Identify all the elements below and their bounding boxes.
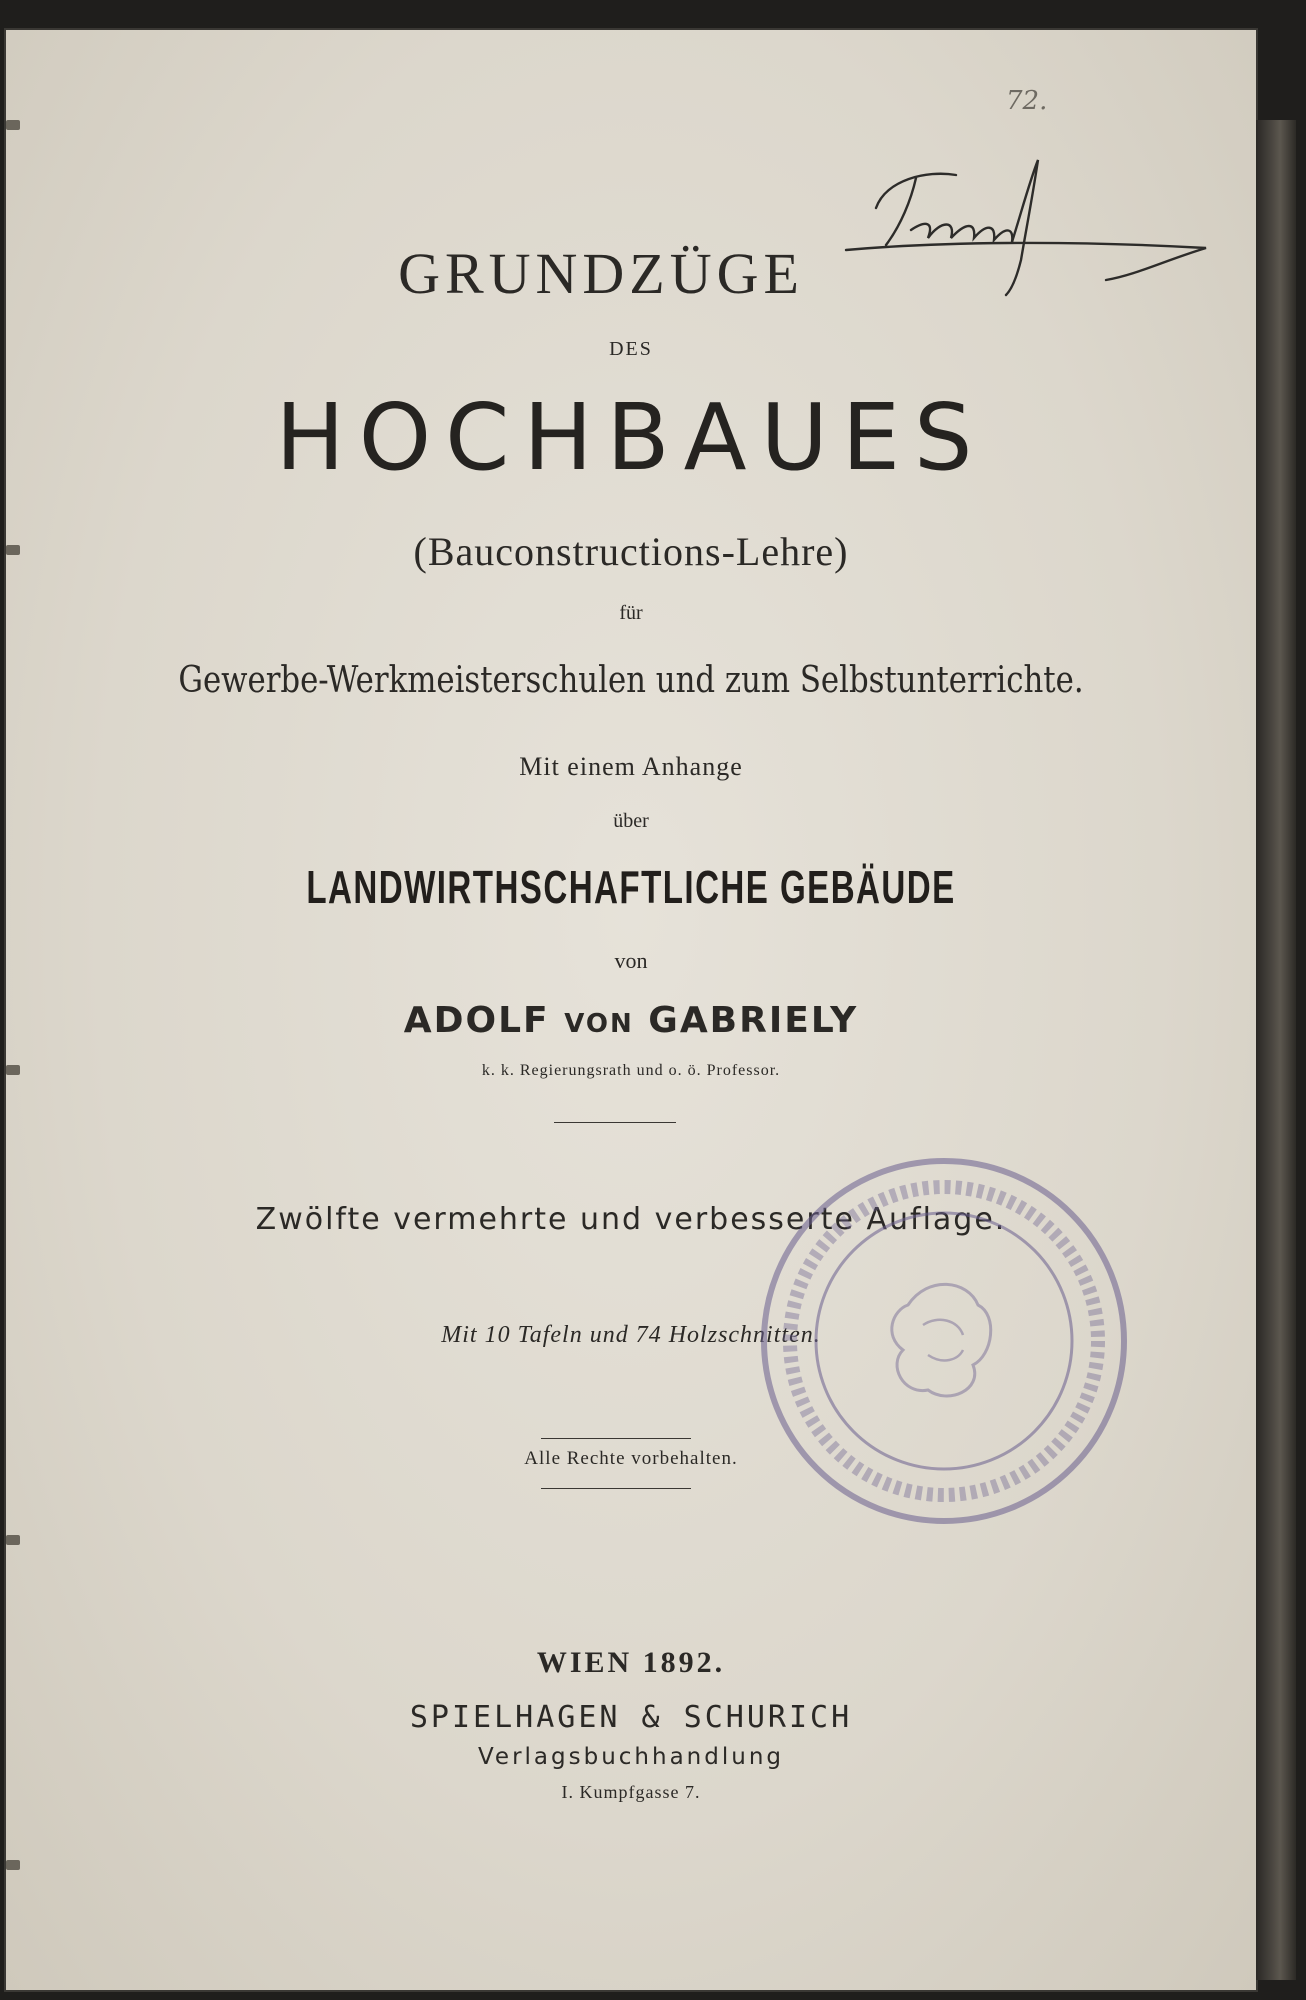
illustrations-line: Mit 10 Tafeln und 74 Holzschnitten. — [441, 1322, 821, 1348]
divider-rule — [554, 1122, 676, 1123]
publisher-address: I. Kumpfgasse 7. — [561, 1782, 701, 1802]
author-rank: k. k. Regierungsrath und o. ö. Professor. — [481, 1062, 781, 1079]
place-year: WIEN 1892. — [536, 1646, 726, 1679]
title-page — [6, 30, 1256, 1990]
appendix-intro: Mit einem Anhange — [519, 752, 743, 781]
rights-line: Alle Rechte vorbehalten. — [524, 1448, 738, 1469]
library-stamp — [758, 1155, 1130, 1527]
by-word: von — [614, 948, 648, 973]
for-word: für — [619, 602, 643, 624]
divider-rule — [541, 1488, 691, 1489]
author-name — [6, 1000, 1256, 1041]
edition-line: Zwölfte vermehrte und verbesserte Auflage. — [255, 1202, 1007, 1237]
subtitle: (Bauconstructions-Lehre) — [413, 529, 849, 574]
binding-stitch — [6, 1860, 20, 1870]
title-line-2: HOCHBAUES — [275, 384, 987, 491]
appendix-title: LANDWIRTHSCHAFTLICHE GEBÄUDE — [306, 861, 956, 913]
author-first-name: ADOLF — [403, 1000, 550, 1041]
author-particle: VON — [564, 1009, 634, 1039]
publisher-type: Verlagsbuchhandlung — [477, 1744, 784, 1770]
title-connector: DES — [609, 338, 653, 360]
about-word: über — [613, 810, 649, 832]
binding-stitch — [6, 120, 20, 130]
book-spine-edge — [1256, 120, 1296, 1980]
divider-rule — [541, 1438, 691, 1439]
audience-line: Gewerbe-Werkmeisterschulen und zum Selbstunterrichte. — [178, 660, 1084, 701]
shelfmark-annotation: 72. — [1006, 86, 1048, 116]
title-line-1: GRUNDZÜGE — [398, 241, 804, 306]
binding-stitch — [6, 1535, 20, 1545]
author-last-name: GABRIELY — [648, 1000, 859, 1041]
publisher-name: SPIELHAGEN & SCHURICH — [409, 1700, 853, 1735]
